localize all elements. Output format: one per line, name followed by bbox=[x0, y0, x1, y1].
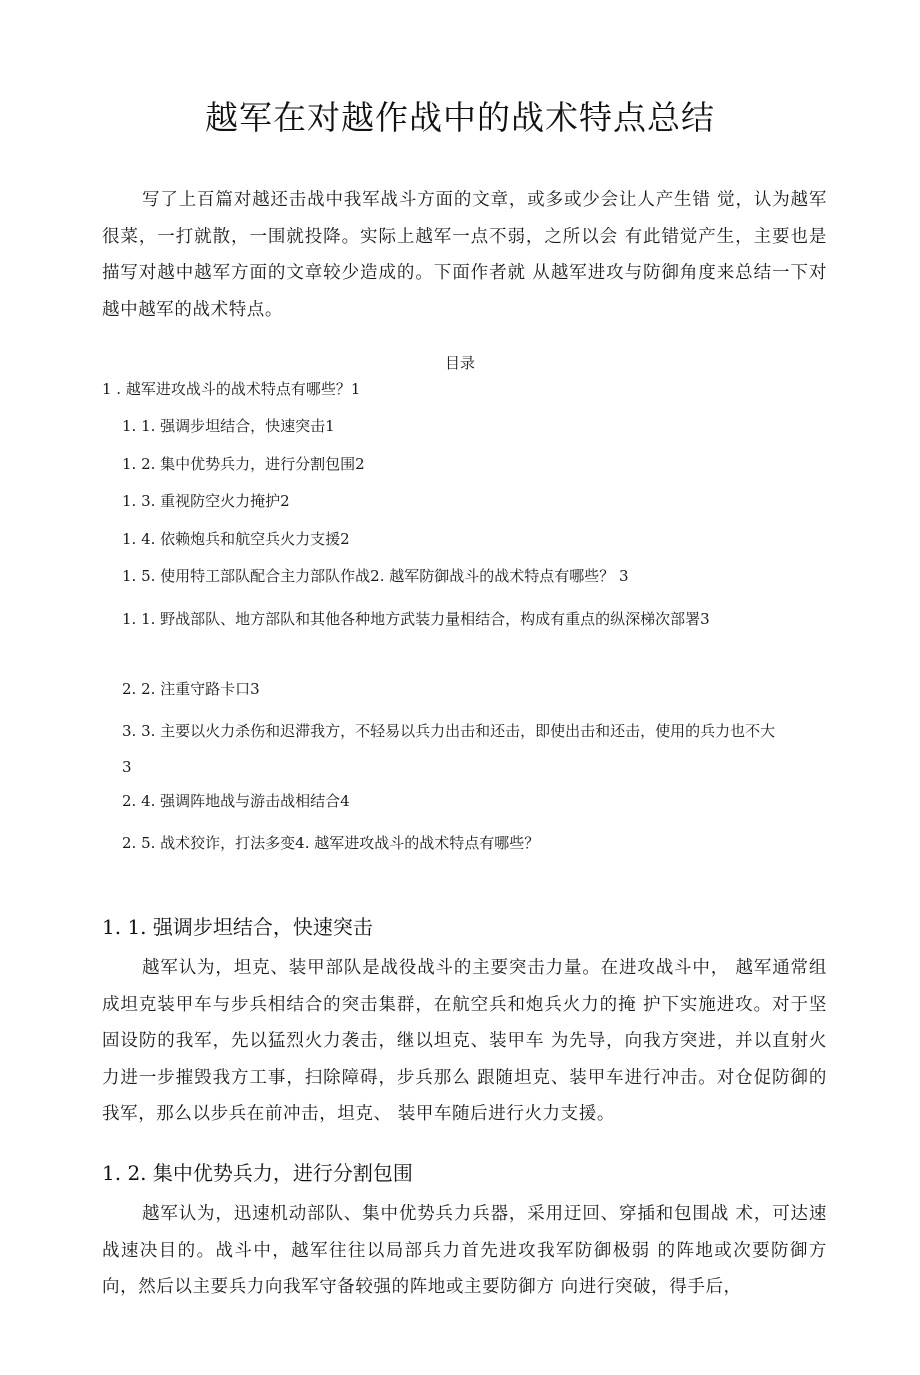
toc-entry[interactable]: 2. 5. 战术狡诈，打法多变4. 越军进攻战斗的战术特点有哪些？ bbox=[122, 834, 540, 852]
toc-entry[interactable]: 3. 3. 主要以火力杀伤和迟滞我方，不轻易以兵力出击和还击，即使出击和还击，使用的兵力也不大3 bbox=[122, 722, 776, 776]
intro-paragraph: 写了上百篇对越还击战中我军战斗方面的文章，或多或少会让人产生错 觉，认为越军很菜，一打就散，一围就投降。实际上越军一点不弱，之所以会 有此错觉产生，主要也是描写对越中越军方面的文章较少造成的。下面作者就 从越军进攻与防御角度来总结一下对越中越军的战术特点。 bbox=[102, 190, 827, 320]
section-heading bbox=[102, 911, 373, 940]
toc-entry[interactable]: 1 . 越军进攻战斗的战术特点有哪些？1 bbox=[102, 380, 361, 398]
toc-heading: 目录 bbox=[444, 354, 475, 372]
toc-entry[interactable]: 1. 1. 野战部队、地方部队和其他各种地方武装力量相结合，构成有重点的纵深梯次部署3 bbox=[122, 610, 710, 628]
toc-entry[interactable]: 1. 5. 使用特工部队配合主力部队作战2. 越军防御战斗的战术特点有哪些？ 3 bbox=[122, 567, 629, 585]
toc-entry[interactable]: 1. 2. 集中优势兵力，进行分割包围2 bbox=[122, 455, 365, 473]
section-body: 越军认为，迅速机动部队、集中优势兵力兵器，采用迂回、穿插和包围战 术，可达速战速决目的。战斗中，越军往往以局部兵力首先进攻我军防御极弱 的阵地或次要防御方向，然后以主要兵力向我军守备较强的阵地或主要防御方 向进行突破，得手后， bbox=[102, 1204, 827, 1297]
section-title: 强调步坦结合，快速突击 bbox=[152, 915, 373, 939]
toc-entry[interactable]: 2. 2. 注重守路卡口3 bbox=[122, 680, 260, 698]
section-number: 1. 1. bbox=[102, 915, 147, 939]
toc-entry[interactable]: 2. 4. 强调阵地战与游击战相结合4 bbox=[122, 792, 350, 810]
toc-entry[interactable]: 1. 4. 依赖炮兵和航空兵火力支援2 bbox=[122, 530, 350, 548]
toc-entry[interactable]: 1. 3. 重视防空火力掩护2 bbox=[122, 492, 290, 510]
section-number: 1. 2. bbox=[102, 1161, 147, 1185]
section-heading bbox=[102, 1157, 413, 1186]
section-body: 越军认为，坦克、装甲部队是战役战斗的主要突击力量。在进攻战斗中， 越军通常组成坦克装甲车与步兵相结合的突击集群，在航空兵和炮兵火力的掩 护下实施进攻。对于坚固设防的我军，先以猛烈火力袭击，继以坦克、装甲车 为先导，向我方突进，并以直射火力进一步摧毁我方工事，扫除障碍，步兵那么 跟随坦克、装甲车进行冲击。对仓促防御的我军，那么以步兵在前冲击，坦克、 装甲车随后进行火力支援。 bbox=[102, 958, 827, 1124]
document-title: 越军在对越作战中的战术特点总结 bbox=[205, 98, 715, 137]
toc-entry[interactable]: 1. 1. 强调步坦结合，快速突击1 bbox=[122, 417, 335, 435]
section-title: 集中优势兵力，进行分割包围 bbox=[152, 1161, 413, 1185]
